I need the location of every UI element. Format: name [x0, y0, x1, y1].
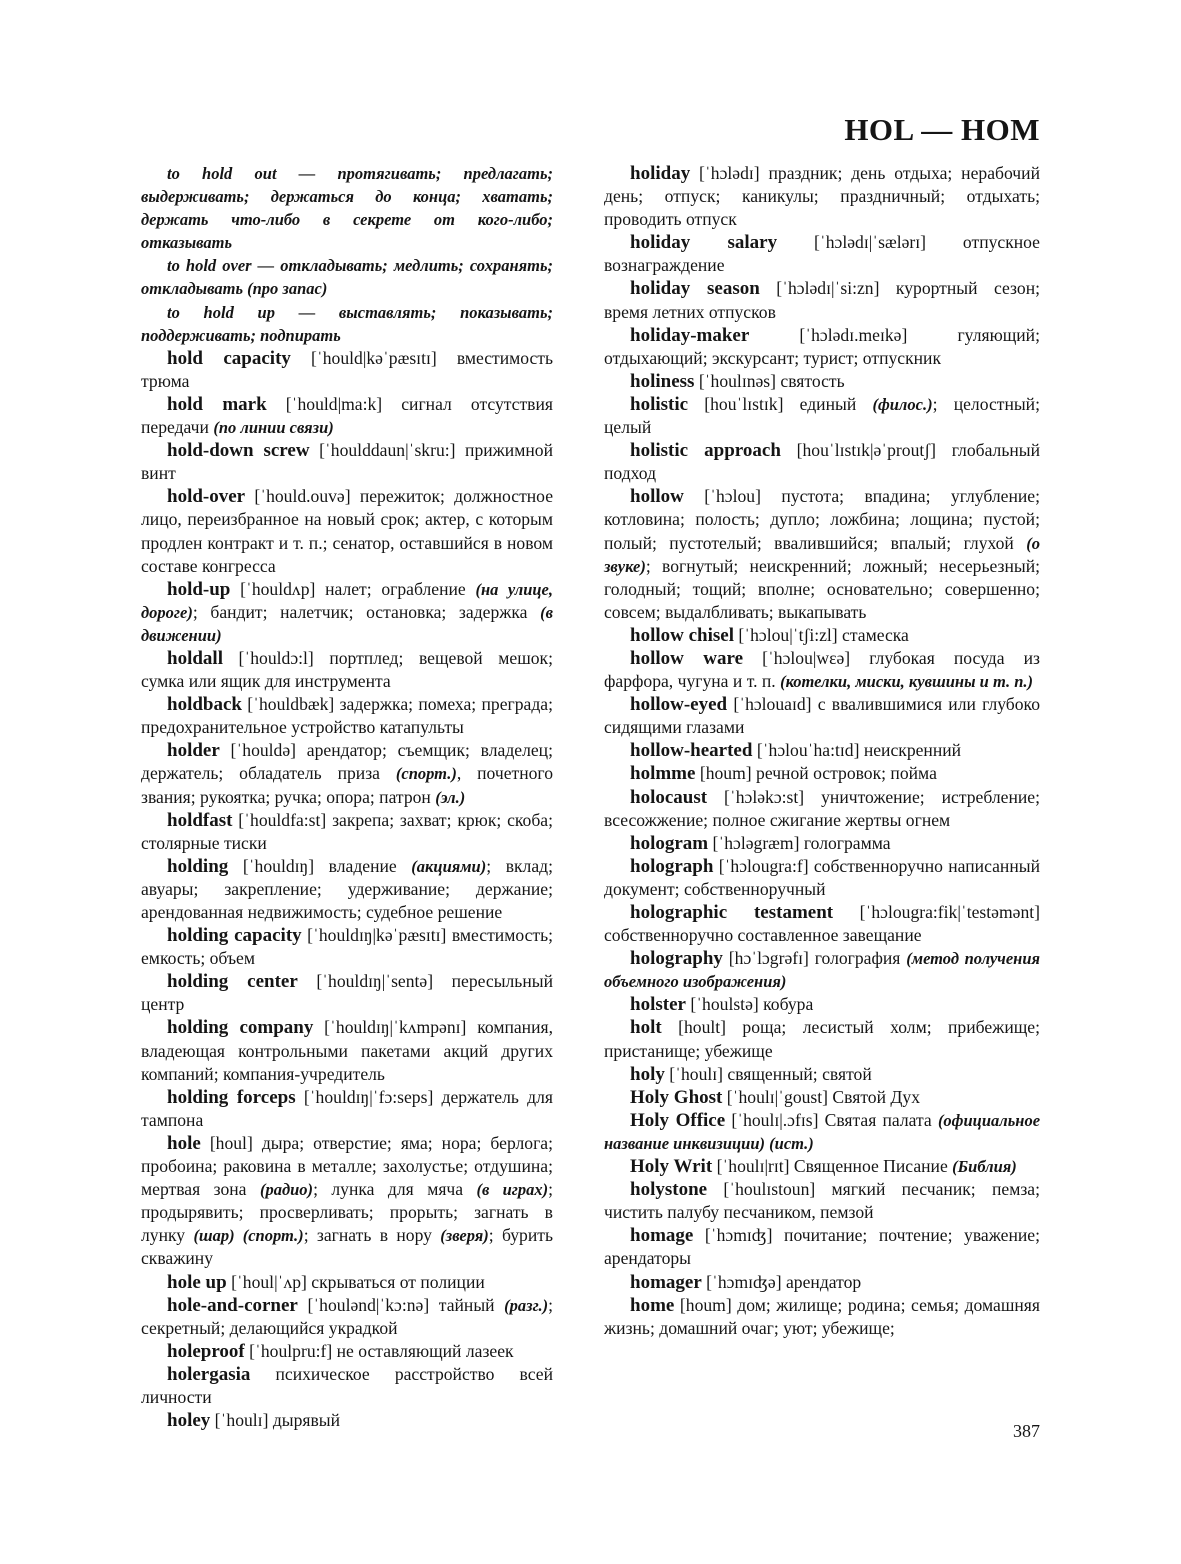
headword: hollow-eyed — [630, 694, 728, 716]
definition-text: [ˈhɔlədɪ.meɪkə] гуляющий; отдыхающий; экскурсант; турист; отпускник — [604, 324, 1040, 368]
definition-text: [hɔˈlɔgrəfɪ] голография — [722, 948, 907, 969]
dictionary-entry — [141, 1016, 553, 1085]
definition-text: [ˈhould.ouvə] пережиток; должностное лицо, переизбранное на новый срок; актер, с которым продлен контракт и т. п.; сенатор, оставшийся в новом составе конгресса — [141, 486, 553, 576]
headword: Holy Ghost — [630, 1086, 723, 1108]
definition-text: [ˈhɔlou] пустота; впадина; углубление; котловина; полость; дупло; ложбина; лощина; пустой; полый; пустотелый; ввалившийся; впалый; глухой — [604, 486, 1040, 553]
headword: holdfast — [167, 809, 233, 831]
dictionary-entry — [604, 647, 1040, 693]
dictionary-entry — [604, 1016, 1040, 1062]
headword: hologram — [630, 832, 709, 854]
dictionary-entry — [141, 1086, 553, 1132]
headword: homager — [630, 1271, 702, 1293]
dictionary-entry — [141, 439, 553, 485]
dictionary-entry — [141, 1132, 553, 1271]
headword: holiday season — [630, 278, 760, 300]
definition-text: [ˈhoulənd|ˈkɔ:nə] тайный — [297, 1294, 505, 1315]
definition-text: [ˈhouldɪŋ|ˈkʌmpənɪ] компания, владеющая контрольными пакетами акций других компаний; компания-учредитель — [141, 1017, 553, 1084]
dictionary-entry — [141, 647, 553, 693]
headword: hollow-hearted — [630, 740, 753, 762]
dictionary-entry — [604, 1294, 1040, 1340]
headword: holeproof — [167, 1340, 245, 1362]
idiom-entry: to hold up — выставлять; показывать; поддерживать; подпирать — [141, 302, 553, 345]
headword: holiday salary — [630, 232, 778, 254]
definition-text: , почетного звания; рукоятка; ручка; опора; патрон — [141, 763, 554, 807]
definition-text: [ˈhoulɪ|.ɔfɪs] Святая палата — [725, 1109, 938, 1130]
headword: hollow ware — [630, 647, 744, 669]
headword: hole-and-corner — [167, 1294, 298, 1316]
dictionary-entry — [141, 739, 553, 808]
definition-text: [hoult] роща; лесистый холм; прибежище; пристанище; убежище — [604, 1017, 1040, 1061]
definition-text: [houl] дыра; отверстие; яма; нора; берлога; пробоина; раковина в металле; захолустье; отдушина; мертвая зона — [141, 1132, 553, 1200]
definition-text: [ˈhoulddaun|ˈskru:] прижимной винт — [141, 440, 553, 484]
headword: holt — [630, 1017, 662, 1039]
dictionary-entry — [604, 1271, 1040, 1294]
definition-text: [ˈhoulɪ] священный; святой — [664, 1063, 872, 1084]
usage-note: (в играх) — [476, 1180, 549, 1200]
definition-text: ; секретный; делающийся украдкой — [141, 1294, 553, 1338]
dictionary-entry — [141, 485, 553, 577]
definition-text: [ˈhoulstə] кобура — [685, 994, 814, 1015]
dictionary-entry — [604, 901, 1040, 947]
headword: holography — [630, 948, 723, 970]
dictionary-entry — [604, 1063, 1040, 1086]
dictionary-entry — [604, 739, 1040, 762]
headword: hole up — [167, 1271, 227, 1293]
definition-text: [ˈhɔləgræm] голограмма — [708, 832, 891, 853]
dictionary-entry — [604, 162, 1040, 231]
dictionary-entry — [604, 1178, 1040, 1224]
dictionary-entry — [141, 1340, 553, 1363]
definition-text: [ˈhoulpru:f] не оставляющий лазеек — [244, 1340, 514, 1361]
dictionary-entry — [141, 809, 553, 855]
definition-text: [ˈhɔmɪʤə] арендатор — [701, 1271, 862, 1292]
headword: holiness — [630, 370, 695, 392]
definition-text: [ˈhouldə] арендатор; съемщик; владелец; держатель; обладатель приза — [141, 740, 553, 784]
usage-note: (эл.) — [435, 787, 466, 807]
definition-text: [ˈhɔləkɔ:st] уничтожение; истребление; всесожжение; полное сжигание жертвы огнем — [604, 786, 1040, 830]
headword: holy — [630, 1063, 665, 1085]
headword: holding company — [167, 1017, 314, 1039]
headword: Holy Writ — [630, 1156, 713, 1178]
dictionary-entry — [141, 1409, 553, 1432]
definition-text: ; лунка для мяча — [313, 1179, 477, 1200]
idiom-entry: to hold over — откладывать; медлить; сохранять; откладывать (про запас) — [141, 256, 553, 299]
headword: holiday — [630, 163, 691, 184]
headword: Holy Office — [630, 1109, 726, 1131]
dictionary-entry — [141, 924, 553, 970]
definition-text: [ˈhɔlədɪ|ˈsælərɪ] отпускное вознаграждение — [604, 232, 1040, 276]
definition-text: [ˈhouldfa:st] закрепа; захват; крюк; скоба; столярные тиски — [141, 809, 553, 853]
dictionary-entry — [604, 393, 1040, 439]
headword: holograph — [630, 855, 714, 877]
usage-note: (акциями) — [411, 856, 487, 876]
dictionary-entry — [604, 762, 1040, 785]
definition-text: ; загнать в нору — [303, 1225, 441, 1246]
headword: holder — [167, 740, 220, 762]
definition-text: [houˈlɪstɪk|əˈproutʃ] глобальный подход — [604, 440, 1041, 484]
headword: holistic approach — [630, 440, 781, 462]
definition-text: [houˈlɪstɪk] единый — [688, 393, 873, 414]
headword: holding center — [167, 971, 298, 993]
definition-text: [ˈhouldbæk] задержка; помеха; преграда; предохранительное устройство катапульты — [141, 694, 553, 738]
definition-text: [ˈhɔlou|wɛə] глубокая посуда из фарфора, чугуна и т. п. — [604, 647, 1041, 692]
definition-text: [ˈhould|ma:k] сигнал отсутствия передачи — [141, 393, 553, 438]
headword: holdall — [167, 647, 223, 669]
definition-text: [ˈhoulɪ|rɪt] Священное Писание — [712, 1156, 953, 1177]
dictionary-entry — [141, 855, 553, 924]
headword: hold mark — [167, 393, 267, 415]
dictionary-entry — [141, 693, 553, 739]
dictionary-entry — [604, 324, 1040, 370]
definition-text: ; бандит; налетчик; остановка; задержка — [192, 601, 541, 622]
headword: hollow — [630, 486, 684, 508]
headword: homage — [630, 1225, 694, 1247]
definition-text: [ˈhoul|ˈʌp] скрываться от полиции — [226, 1271, 485, 1292]
usage-note: (радио) — [259, 1180, 314, 1200]
usage-note: (официальное название инквизиции) (ист.) — [604, 1110, 1041, 1153]
headword: holdback — [167, 694, 242, 716]
usage-note: (в движении) — [141, 602, 553, 645]
definition-text: [ˈhɔlədɪ|ˈsi:zn] курортный сезон; время летних отпусков — [604, 278, 1040, 322]
definition-text: [ˈhouldɪŋ] владение — [228, 855, 412, 876]
dictionary-entry — [604, 786, 1040, 832]
usage-note: (филос.) — [872, 394, 933, 414]
headword: holystone — [630, 1179, 708, 1201]
right-column — [604, 162, 1040, 1340]
dictionary-entry — [604, 485, 1040, 624]
headword: home — [630, 1294, 675, 1316]
dictionary-entry — [141, 578, 553, 647]
headword: hold-up — [167, 578, 231, 600]
dictionary-entry — [604, 832, 1040, 855]
usage-note: (по линии связи) — [213, 418, 334, 438]
usage-note: (метод получения объемного изображения) — [604, 949, 1041, 992]
definition-text: [ˈhoulɪ] дырявый — [210, 1410, 341, 1431]
dictionary-entry — [141, 1363, 553, 1409]
usage-note: (разг.) — [504, 1295, 549, 1315]
definition-text: ; вогнутый; неискренний; ложный; несерьезный; голодный; тощий; вполне; основательно; совершенно; совсем; выдалбливать; выкапывать — [604, 555, 1040, 622]
headword: hole — [167, 1132, 201, 1154]
dictionary-entry — [604, 1224, 1040, 1270]
definition-text: [ˈhɔlouˈha:tɪd] неискренний — [752, 740, 962, 761]
dictionary-entry — [141, 1271, 553, 1294]
definition-text: [ˈhouldɪŋ|ˈsentə] пересыльный центр — [141, 971, 553, 1015]
dictionary-entry — [141, 347, 553, 393]
definition-text: [ˈhɔlədɪ] праздник; день отдыха; нерабочий день; отпуск; каникулы; праздничный; отдыхать; проводить отпуск — [604, 163, 1040, 230]
headword: hollow chisel — [630, 624, 734, 646]
definition-text: ; целостный; целый — [604, 393, 1040, 438]
dictionary-entry — [141, 970, 553, 1016]
usage-note: (спорт.) — [395, 764, 457, 784]
definition-text: [ˈhoulɪ|ˈgoust] Святой Дух — [722, 1086, 920, 1107]
definition-text: [ˈhɔlouaɪd] с ввалившимися или глубоко сидящими глазами — [604, 694, 1040, 738]
dictionary-entry — [604, 1109, 1040, 1155]
definition-text: [ˈhoulɪstoun] мягкий песчаник; пемза; чистить палубу песчаником, пемзой — [604, 1179, 1040, 1223]
usage-note: (о звуке) — [604, 533, 1040, 576]
definition-text: [ˈhouldɔ:l] портплед; вещевой мешок; сумка или ящик для инструмента — [141, 647, 553, 692]
left-column — [141, 162, 553, 1432]
page-number: 387 — [1013, 1421, 1040, 1441]
headword: holster — [630, 994, 686, 1016]
dictionary-entry — [604, 277, 1040, 323]
definition-text: [ˈhouldʌp] налет; ограбление — [230, 578, 476, 599]
headword: hold-down screw — [167, 440, 310, 462]
dictionary-entry — [604, 439, 1040, 485]
definition-text: ; бурить скважину — [141, 1225, 553, 1269]
dictionary-entry — [604, 947, 1040, 993]
definition-text: ; вклад; авуары; закрепление; удерживание; держание; арендованная недвижимость; судебное решение — [141, 855, 553, 922]
dictionary-entry — [141, 1294, 553, 1340]
headword: holding capacity — [167, 925, 302, 947]
usage-note: (шар) (спорт.) — [193, 1226, 304, 1246]
dictionary-entry — [604, 231, 1040, 277]
definition-text: [houm] речной островок; пойма — [695, 763, 937, 784]
headword: holocaust — [630, 786, 708, 808]
definition-text: [ˈhɔlougra:fik|ˈtestəmənt] собственноручно составленное завещание — [604, 902, 1040, 946]
dictionary-entry — [604, 624, 1040, 647]
definition-text: [ˈhould|kəˈpæsɪtɪ] вместимость трюма — [141, 347, 554, 391]
headword: holographic testament — [630, 902, 834, 923]
headword: hold-over — [167, 486, 246, 508]
definition-text: ; продырявить; просверливать; прорыть; загнать в лунку — [141, 1179, 553, 1246]
definition-text: [houm] дом; жилище; родина; семья; домашняя жизнь; домашний очаг; уют; убежище; — [604, 1294, 1040, 1338]
headword: holding forceps — [167, 1086, 296, 1108]
headword: holergasia — [167, 1363, 251, 1385]
headword: holiday-maker — [630, 324, 750, 346]
usage-note: (Библия) — [952, 1157, 1017, 1177]
dictionary-entry — [604, 1155, 1040, 1178]
usage-note: (на улице, дороге) — [141, 579, 554, 622]
headword: hold capacity — [167, 347, 291, 369]
definition-text: психическое расстройство всей личности — [141, 1363, 553, 1407]
headword: holistic — [630, 393, 689, 415]
definition-text: [ˈhɔlougra:f] собственноручно написанный документ; собственноручный — [604, 855, 1040, 899]
usage-note: (зверя) — [440, 1226, 489, 1246]
dictionary-entry — [604, 993, 1040, 1016]
dictionary-entry — [141, 393, 553, 439]
definition-text: [ˈhɔlou|ˈtʃi:zl] стамеска — [733, 624, 909, 645]
running-header: HOL — HOM — [844, 112, 1040, 147]
headword: holding — [167, 855, 229, 877]
idiom-entry: to hold out — протягивать; предлагать; выдерживать; держаться до конца; хватать; держать что-либо в секрете от кого-либо; отказывать — [141, 164, 553, 253]
usage-note: (котелки, миски, кувшины и т. п.) — [780, 672, 1034, 692]
definition-text: [ˈhoulɪnəs] святость — [694, 370, 845, 391]
definition-text: [ˈhouldɪŋ|kəˈpæsɪtɪ] вместимость; емкость; объем — [141, 925, 553, 969]
definition-text: [ˈhouldɪŋ|ˈfɔ:seps] держатель для тампона — [141, 1086, 553, 1130]
dictionary-entry — [604, 1086, 1040, 1109]
definition-text: [ˈhɔmɪʤ] почитание; почтение; уважение; арендаторы — [604, 1225, 1040, 1269]
dictionary-entry — [604, 693, 1040, 739]
dictionary-entry — [604, 370, 1040, 393]
dictionary-entry — [604, 855, 1040, 901]
headword: holey — [167, 1410, 211, 1432]
headword: holmme — [630, 763, 696, 785]
